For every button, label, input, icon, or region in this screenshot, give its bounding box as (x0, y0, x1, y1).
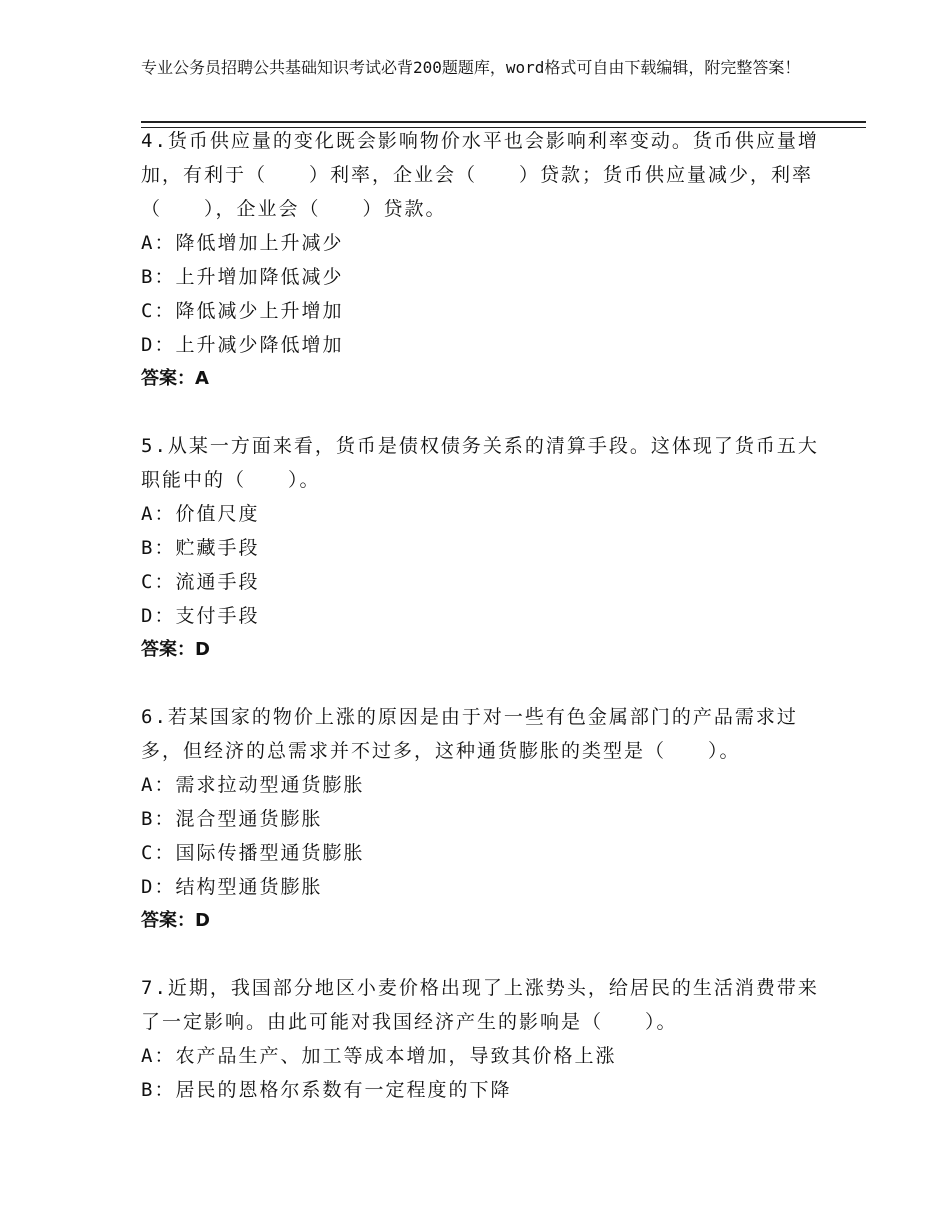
option-c: C：国际传播型通货膨胀 (141, 842, 365, 864)
option-b: B：贮藏手段 (141, 537, 260, 559)
question-list (141, 124, 821, 1140)
option-d: D：上升减少降低增加 (141, 334, 344, 356)
answer-line: 答案：D (141, 639, 210, 660)
option-c: C：流通手段 (141, 571, 260, 593)
question-7 (141, 971, 821, 1107)
question-5 (141, 429, 821, 667)
answer-line: 答案：A (141, 368, 209, 389)
option-b: B：混合型通货膨胀 (141, 808, 323, 830)
option-d: D：支付手段 (141, 605, 260, 627)
question-6 (141, 700, 821, 938)
option-a: A：降低增加上升减少 (141, 232, 344, 254)
question-stem: 6.若某国家的物价上涨的原因是由于对一些有色金属部门的产品需求过多，但经济的总需求并不过多，这种通货膨胀的类型是（ ）。 (141, 706, 798, 762)
answer-line: 答案：D (141, 910, 210, 931)
question-stem: 4.货币供应量的变化既会影响物价水平也会影响利率变动。货币供应量增加，有利于（ ）利率，企业会（ ）贷款；货币供应量减少，利率（ ），企业会（ ）贷款。 (141, 130, 819, 220)
option-a: A：需求拉动型通货膨胀 (141, 774, 365, 796)
question-4 (141, 124, 821, 396)
option-a: A：价值尺度 (141, 503, 260, 525)
option-c: C：降低减少上升增加 (141, 300, 344, 322)
question-stem: 5.从某一方面来看，货币是债权债务关系的清算手段。这体现了货币五大职能中的（ ）。 (141, 435, 819, 491)
document-header: 专业公务员招聘公共基础知识考试必背200题题库，word格式可自由下载编辑，附完整答案！ (141, 58, 801, 77)
option-d: D：结构型通货膨胀 (141, 876, 323, 898)
option-b: B：上升增加降低减少 (141, 266, 344, 288)
option-a: A：农产品生产、加工等成本增加，导致其价格上涨 (141, 1045, 617, 1067)
option-b: B：居民的恩格尔系数有一定程度的下降 (141, 1079, 512, 1101)
question-stem: 7.近期，我国部分地区小麦价格出现了上涨势头，给居民的生活消费带来了一定影响。由此可能对我国经济产生的影响是（ ）。 (141, 977, 819, 1033)
